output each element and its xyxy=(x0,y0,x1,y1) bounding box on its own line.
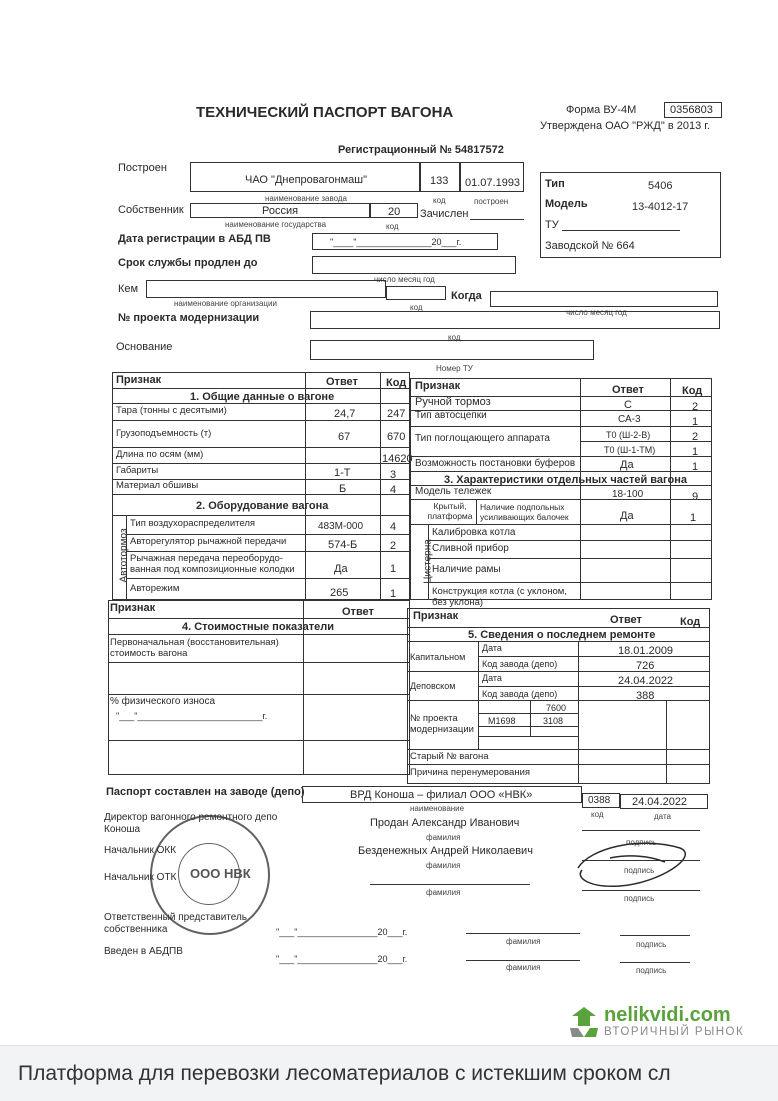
wear-date: "___"_________________________г. xyxy=(116,711,268,721)
cap-code-label: Код завода (депо) xyxy=(482,659,558,669)
section-4-title: 4. Стоимостные показатели xyxy=(182,621,334,633)
org-caption: наименование организации xyxy=(174,299,277,308)
sign-caption-4: подпись xyxy=(636,940,667,949)
renumber-label: Причина перенумерования xyxy=(410,767,531,778)
beams-code: 1 xyxy=(690,512,697,524)
surname-caption-3: фамилия xyxy=(426,888,461,897)
director-name: Продан Александр Иванович xyxy=(370,817,520,829)
org-code-box xyxy=(386,286,446,300)
built-date: 01.07.1993 xyxy=(465,177,521,189)
lt-row-label: Грузоподъемность (т) xyxy=(116,428,212,439)
cap-code: 726 xyxy=(636,660,655,672)
wear-label: % физического износа xyxy=(110,696,216,707)
owner-code: 20 xyxy=(388,206,401,218)
code-caption: код xyxy=(433,196,446,205)
company-stamp xyxy=(150,815,270,935)
service-label: Срок службы продлен до xyxy=(118,257,258,269)
brake-row-answer: 574-Б xyxy=(328,539,358,551)
tu-label: ТУ xyxy=(545,219,559,231)
okk-label: Начальник ОКК xyxy=(104,845,177,856)
brand-tagline: ВТОРИЧНЫЙ РЫНОК xyxy=(604,1026,745,1038)
image-caption-text: Платформа для перевозки лесоматериалов с истекшим сроком сл xyxy=(18,1062,671,1085)
capital-label: Капитальном xyxy=(410,652,466,662)
lt-row-label: Габариты xyxy=(116,465,159,476)
tank-row-label: Наличие рамы xyxy=(432,564,501,575)
repair-h-answer: Ответ xyxy=(610,614,642,626)
lt-row-code: 3 xyxy=(390,469,397,481)
brand-logo xyxy=(566,1002,766,1042)
built-label: Построен xyxy=(118,162,167,174)
cost-h-answer: Ответ xyxy=(342,606,374,618)
service-box xyxy=(312,256,516,274)
cost-h-sign: Признак xyxy=(110,602,156,614)
surname-caption-4: фамилия xyxy=(506,937,541,946)
brand-name: nelikvidi.com xyxy=(604,1004,731,1026)
service-date-caption: число месяц год xyxy=(374,275,435,284)
reg-date-value: "____"_______________20___г. xyxy=(330,237,462,247)
rt-h-sign: Признак xyxy=(415,380,461,392)
owner-value: Россия xyxy=(262,205,299,217)
lt-row-code: 4 xyxy=(390,484,397,496)
dep-date: 24.04.2022 xyxy=(618,675,674,687)
compiled-date: 24.04.2022 xyxy=(632,796,688,808)
stamp-text: ООО НВК xyxy=(190,866,251,881)
responsible-date: "___"________________20___г. xyxy=(276,927,408,937)
reg-date-label: Дата регистрации в АБД ПВ xyxy=(118,233,271,245)
owner-label: Собственник xyxy=(118,204,184,216)
sign-caption-5: подпись xyxy=(636,966,667,975)
repair-h-code: Код xyxy=(680,616,701,628)
basis-label: Основание xyxy=(116,341,173,353)
rt-row-answer: С xyxy=(624,399,632,411)
lt-h-code: Код xyxy=(386,377,407,389)
rt-row-label: Тип поглощающего аппарата xyxy=(415,433,550,444)
signature-scribble xyxy=(570,828,700,898)
autobrake-label: Автотормоз xyxy=(118,528,130,583)
document-title: ТЕХНИЧЕСКИЙ ПАСПОРТ ВАГОНА xyxy=(196,104,454,121)
builder-code: 133 xyxy=(430,175,449,187)
lt-h-answer: Ответ xyxy=(326,376,358,388)
surname-caption-5: фамилия xyxy=(506,963,541,972)
cap-date: 18.01.2009 xyxy=(618,645,674,657)
surname-caption-2: фамилия xyxy=(426,861,461,870)
tank-label: Цистерна xyxy=(422,539,434,584)
recycle-icon xyxy=(566,1004,602,1040)
project-code-caption: код xyxy=(448,333,461,342)
bogie-answer: 18-100 xyxy=(612,489,644,500)
old-number-label: Старый № вагона xyxy=(410,751,489,762)
by-label: Кем xyxy=(118,283,139,295)
otk-label: Начальник ОТК xyxy=(104,872,177,883)
repair-project-label: № проекта модернизации xyxy=(410,713,474,735)
section-2-title: 2. Оборудование вагона xyxy=(196,500,329,512)
lt-row-code: 247 xyxy=(387,408,406,420)
rt-h-code: Код xyxy=(682,385,703,397)
section-3-title: 3. Характеристики отдельных частей вагона xyxy=(444,474,687,486)
platform-label: Крытый, платформа xyxy=(427,501,473,521)
org-code-caption: код xyxy=(410,303,423,312)
rt-row-answer: Т0 (Ш-1-ТМ) xyxy=(604,445,656,455)
brake-row-code: 1 xyxy=(390,588,397,600)
brake-row-code: 4 xyxy=(390,521,397,533)
doc-number: 0356803 xyxy=(670,104,713,116)
brake-row-code: 1 xyxy=(390,563,397,575)
rt-row-label: Ручной тормоз xyxy=(415,396,491,408)
lt-row-label: Материал обшивы xyxy=(116,480,199,491)
bogie-code: 9 xyxy=(692,491,699,503)
rt-row-code: 1 xyxy=(692,446,699,458)
tank-row-label: Калибровка котла xyxy=(432,527,516,538)
lt-row-answer: 1-Т xyxy=(334,467,351,479)
factory-number: Заводской № 664 xyxy=(545,240,635,252)
depot-label: Деповском xyxy=(410,681,456,691)
responsible-label: Ответственный представитель собственника xyxy=(104,912,248,935)
lt-row-code: 14620 xyxy=(382,453,413,465)
tank-row-label: Конструкция котла (с уклоном, без уклона) xyxy=(432,586,567,608)
initial-cost-label: Первоначальная (восстановительная) стоимость вагона xyxy=(110,637,279,659)
sign-caption-3: подпись xyxy=(624,894,655,903)
lt-row-answer: 24,7 xyxy=(334,408,356,420)
brake-row-code: 2 xyxy=(390,540,397,552)
brake-row-answer: 483М-000 xyxy=(318,521,364,532)
rt-row-code: 2 xyxy=(692,431,699,443)
sign-caption-2: подпись xyxy=(624,866,655,875)
builder-caption: наименование завода xyxy=(265,194,347,203)
form-name: Форма ВУ-4М xyxy=(566,104,637,116)
tank-row-label: Сливной прибор xyxy=(432,543,509,554)
project-label: № проекта модернизации xyxy=(118,312,260,324)
brake-row-label: Авторегулятор рычажной передачи xyxy=(130,536,287,547)
abd-label: Введен в АБДПВ xyxy=(104,946,183,957)
lt-row-label: Тара (тонны с десятыми) xyxy=(116,405,227,416)
repair-h-sign: Признак xyxy=(413,610,459,622)
model-label: Модель xyxy=(545,198,588,210)
type-label: Тип xyxy=(545,178,565,190)
lt-row-code: 670 xyxy=(387,431,406,443)
dep-code-label: Код завода (депо) xyxy=(482,689,558,699)
type-value: 5406 xyxy=(648,180,673,192)
brake-row-label: Тип воздухораспределителя xyxy=(130,518,256,529)
beams-label: Наличие подпольных усиливающих балочек xyxy=(480,502,569,522)
abd-date: "___"________________20___г. xyxy=(276,954,408,964)
proj-m: М1698 xyxy=(488,716,516,726)
rt-row-answer: Да xyxy=(620,459,634,471)
listed-line xyxy=(470,219,524,220)
lt-h-sign: Признак xyxy=(116,374,162,386)
owner-code-caption: код xyxy=(386,222,399,231)
proj-code-1: 7600 xyxy=(546,703,567,713)
code-caption-footer: код xyxy=(591,810,604,819)
brake-row-label: Рычажная передача переоборудо-ванная под композиционные колодки xyxy=(130,553,295,575)
when-box xyxy=(490,291,718,307)
owner-caption: наименование государства xyxy=(225,220,327,229)
org-box xyxy=(146,280,386,298)
section-1-title: 1. Общие данные о вагоне xyxy=(190,391,335,403)
rt-row-code: 1 xyxy=(692,416,699,428)
project-box xyxy=(310,311,720,329)
director-label: Директор вагонного ремонтного депо Коноша xyxy=(104,812,278,835)
image-caption-bar xyxy=(0,1045,778,1101)
surname-caption-1: фамилия xyxy=(426,833,461,842)
date-caption-footer: дата xyxy=(654,812,671,821)
rt-h-answer: Ответ xyxy=(612,384,644,396)
compiled-label: Паспорт составлен на заводе (депо) xyxy=(106,786,305,798)
rt-row-answer: Т0 (Ш-2-В) xyxy=(606,430,651,440)
basis-box xyxy=(310,340,594,360)
listed-label: Зачислен xyxy=(420,208,469,220)
dep-code: 388 xyxy=(636,690,655,702)
name-caption: наименование xyxy=(410,804,465,813)
sign-caption-1: подпись xyxy=(626,838,657,847)
registration-number: Регистрационный № 54817572 xyxy=(338,144,504,156)
cap-date-label: Дата xyxy=(482,643,502,653)
section-5-title: 5. Сведения о последнем ремонте xyxy=(468,629,656,641)
bogie-label: Модель тележек xyxy=(415,486,492,497)
dep-date-label: Дата xyxy=(482,673,502,683)
compiled-code: 0388 xyxy=(588,795,611,806)
when-date-caption: число месяц год xyxy=(566,308,627,317)
rt-row-label: Тип автосцепки xyxy=(415,410,487,421)
beams-answer: Да xyxy=(620,510,634,522)
okk-name: Безденежных Андрей Николаевич xyxy=(358,845,533,857)
proj-code-2: 3108 xyxy=(543,716,564,726)
builder-name: ЧАО "Днепровагонмаш" xyxy=(245,174,367,186)
when-label: Когда xyxy=(451,290,482,302)
rt-row-label: Возможность постановки буферов xyxy=(415,458,576,469)
brake-row-answer: 265 xyxy=(330,587,349,599)
lt-row-answer: 67 xyxy=(338,431,351,443)
brake-row-answer: Да xyxy=(334,563,348,575)
built-caption: построен xyxy=(474,197,509,206)
rt-row-code: 1 xyxy=(692,461,699,473)
rt-row-answer: СА-3 xyxy=(618,414,641,425)
lt-row-answer: Б xyxy=(339,483,347,495)
tu-line xyxy=(562,230,680,231)
model-value: 13-4012-17 xyxy=(632,201,689,213)
lt-row-label: Длина по осям (мм) xyxy=(116,449,204,460)
tu-caption: Номер ТУ xyxy=(436,364,473,373)
approved-text: Утверждена ОАО "РЖД" в 2013 г. xyxy=(540,120,710,132)
brake-row-label: Авторежим xyxy=(130,583,180,594)
compiled-value: ВРД Коноша – филиал ООО «НВК» xyxy=(350,789,533,801)
rt-row-code: 2 xyxy=(692,401,699,413)
